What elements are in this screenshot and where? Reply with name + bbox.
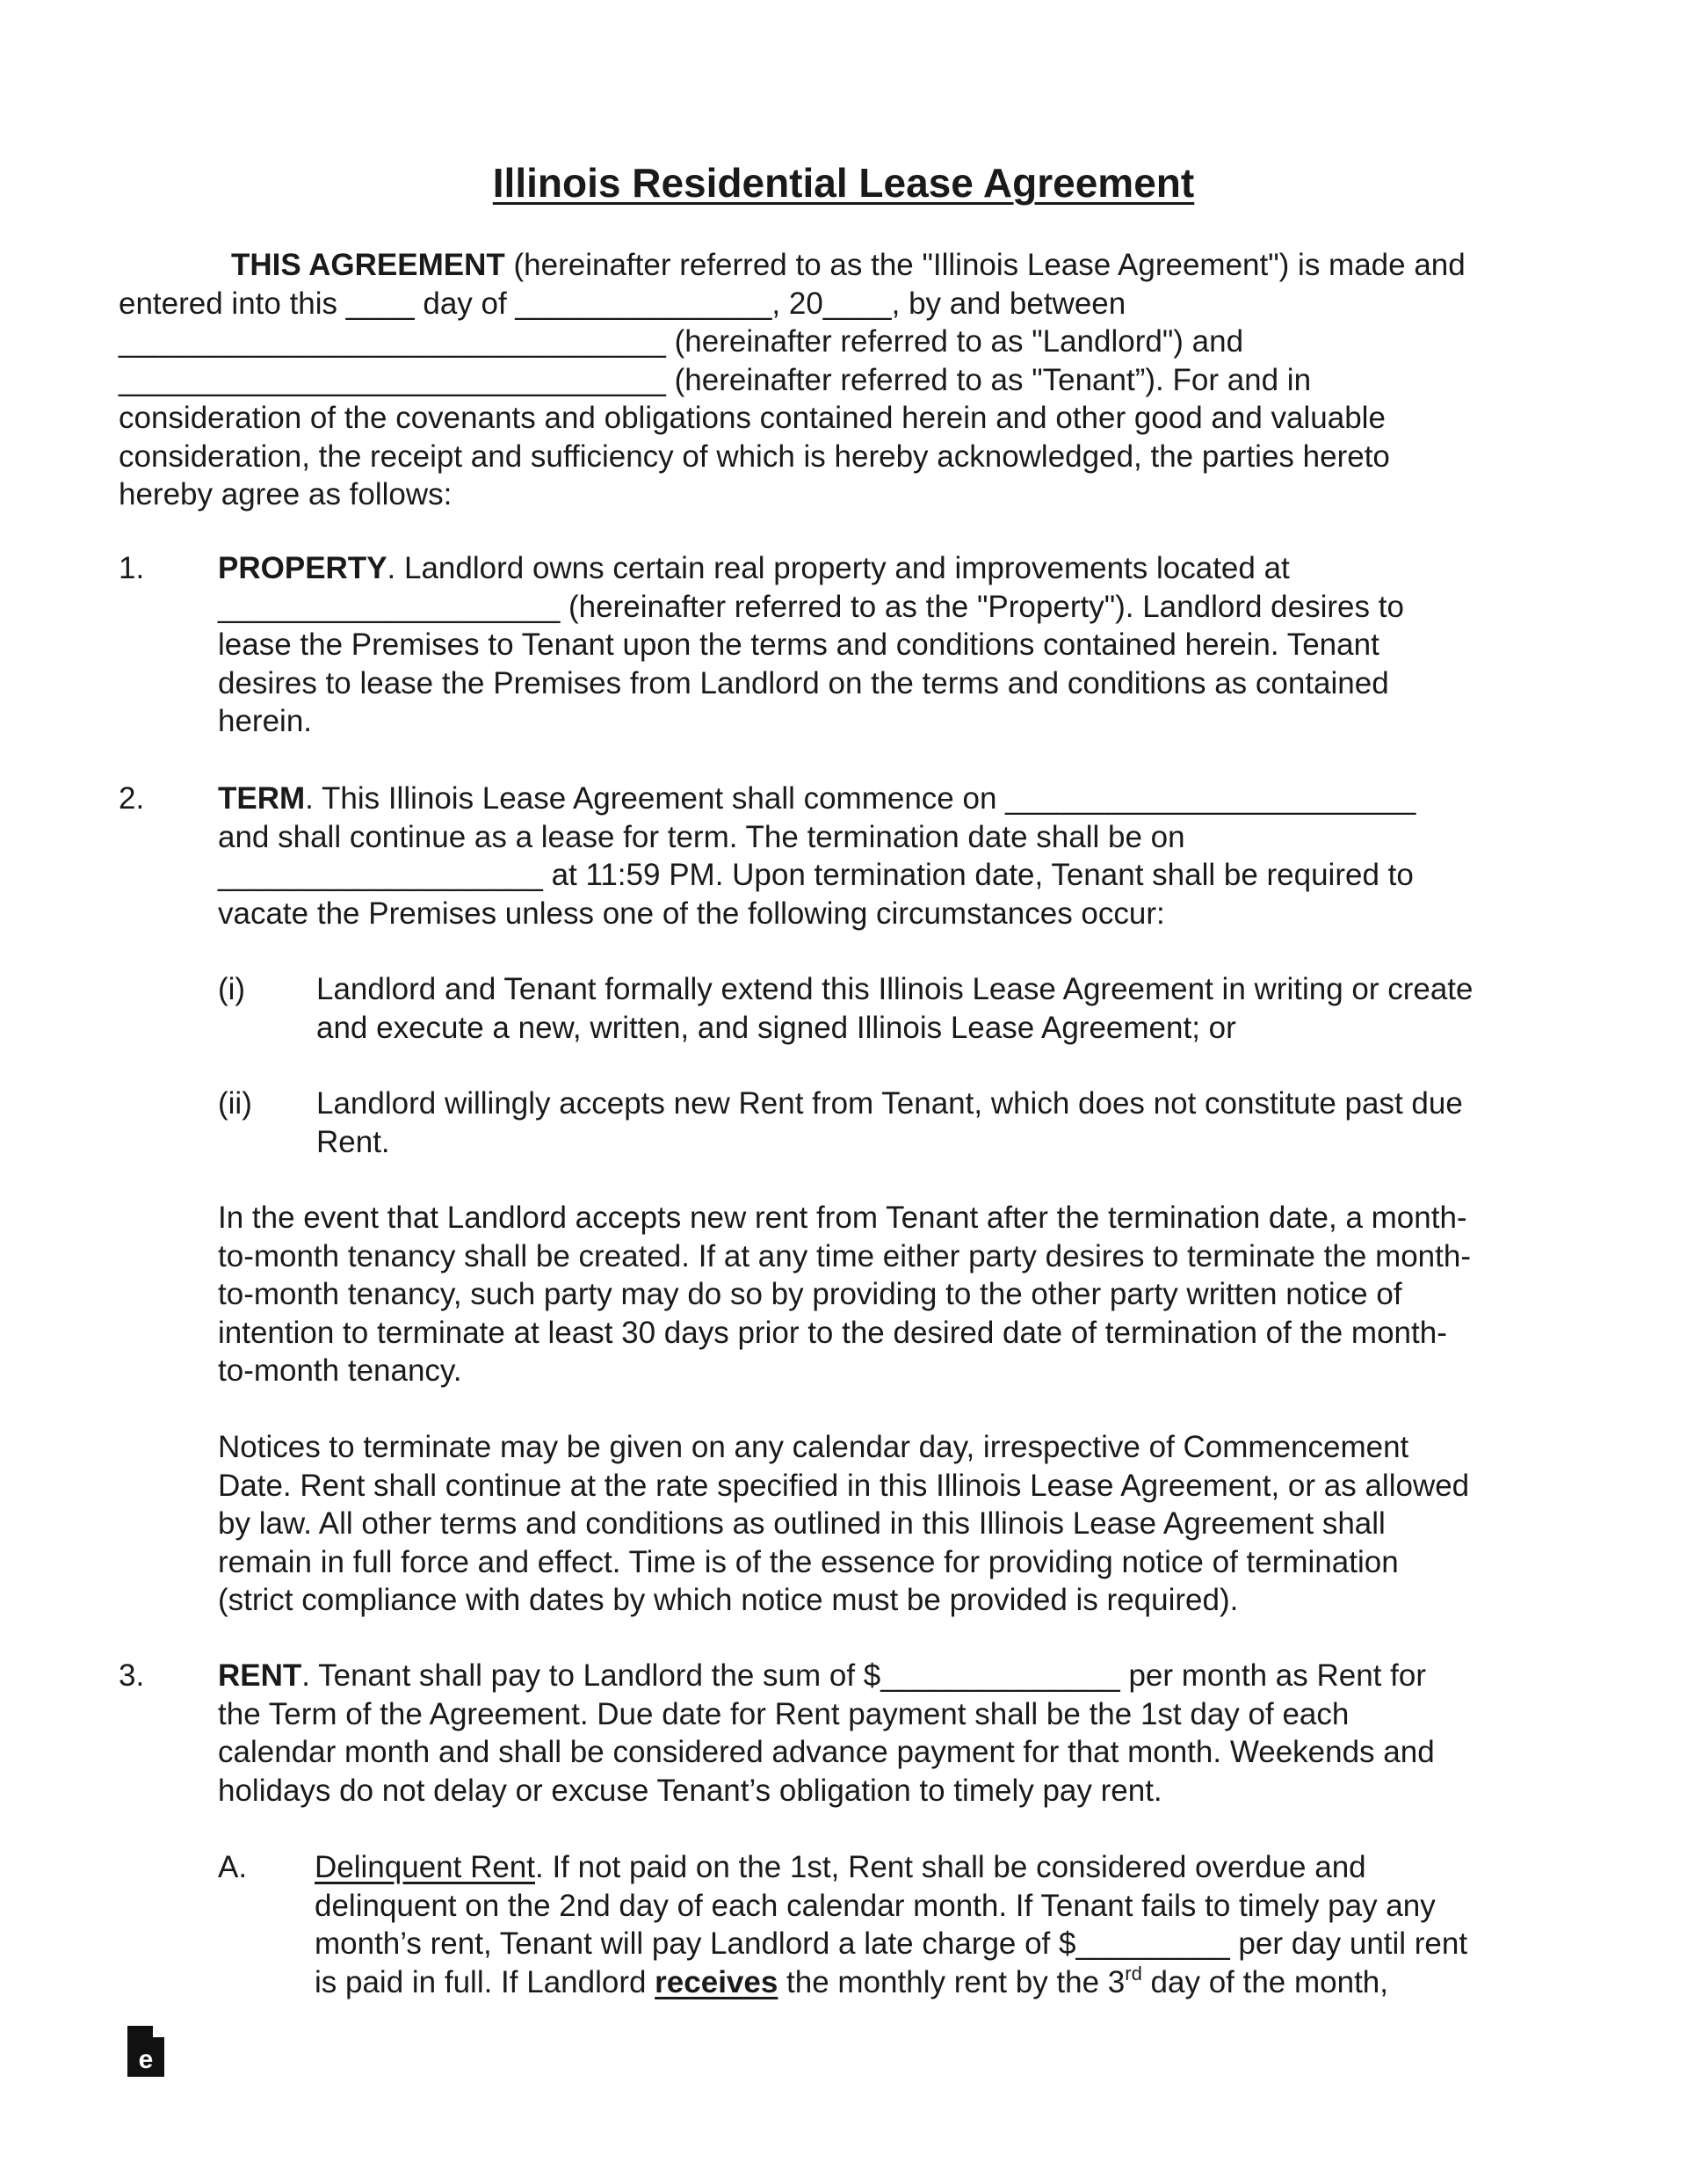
- intro-line: consideration, the receipt and sufficiency of which is hereby acknowledged, the parties hereto: [119, 439, 1390, 474]
- paragraph-line: Date. Rent shall continue at the rate specified in this Illinois Lease Agreement, or as allowed: [218, 1468, 1470, 1503]
- section-line: and shall continue as a lease for term. The termination date shall be on: [218, 819, 1185, 854]
- list-marker: (i): [218, 972, 246, 1006]
- section-line: ____________________ (hereinafter referred to as the "Property"). Landlord desires to: [218, 589, 1404, 624]
- paragraph-line: to-month tenancy, such party may do so by providing to the other party written notice of: [218, 1277, 1402, 1311]
- section-line: calendar month and shall be considered advance payment for that month. Weekends and: [218, 1735, 1435, 1769]
- section-heading: RENT: [218, 1658, 302, 1693]
- subsection-line: delinquent on the 2nd day of each calendar month. If Tenant fails to timely pay any: [315, 1888, 1436, 1923]
- intro-line: hereby agree as follows:: [119, 477, 453, 512]
- document-title: Illinois Residential Lease Agreement: [492, 160, 1195, 206]
- section-line: PROPERTY. Landlord owns certain real property and improvements located at: [218, 551, 1290, 585]
- intro-line: ________________________________ (hereinafter referred to as "Landlord") and: [119, 324, 1244, 359]
- list-item-line: and execute a new, written, and signed Illinois Lease Agreement; or: [316, 1010, 1236, 1045]
- paragraph-line: by law. All other terms and conditions as outlined in this Illinois Lease Agreement shall: [218, 1506, 1386, 1541]
- paragraph-line: Notices to terminate may be given on any calendar day, irrespective of Commencement: [218, 1430, 1409, 1464]
- list-marker: (ii): [218, 1086, 252, 1121]
- emphasis-receives: receives: [655, 1964, 778, 1999]
- list-item-line: Rent.: [316, 1124, 390, 1159]
- list-item-line: Landlord willingly accepts new Rent from Tenant, which does not constitute past due: [316, 1086, 1463, 1121]
- section-property: [218, 549, 1404, 741]
- section-line: RENT. Tenant shall pay to Landlord the sum of $______________ per month as Rent for: [218, 1658, 1426, 1693]
- intro-line: THIS AGREEMENT (hereinafter referred to as the "Illinois Lease Agreement") is made and: [231, 248, 1466, 282]
- section-line: lease the Premises to Tenant upon the terms and conditions contained herein. Tenant: [218, 628, 1379, 662]
- list-item: [316, 970, 1473, 1047]
- section-term: [218, 780, 1415, 932]
- section-line: herein.: [218, 704, 313, 738]
- term-paragraph: [218, 1428, 1469, 1620]
- paragraph-line: intention to terminate at least 30 days prior to the desired date of termination of the month-: [218, 1315, 1447, 1350]
- section-heading: TERM: [218, 781, 306, 816]
- section-number: 1.: [119, 551, 145, 585]
- intro-paragraph: [119, 246, 1466, 514]
- intro-line: entered into this ____ day of _______________, 20____, by and between: [119, 286, 1126, 321]
- section-line: ___________________ at 11:59 PM. Upon termination date, Tenant shall be required to: [218, 858, 1414, 892]
- section-line: desires to lease the Premises from Landlord on the terms and conditions as contained: [218, 665, 1389, 700]
- paragraph-line: remain in full force and effect. Time is of the essence for providing notice of termination: [218, 1544, 1399, 1579]
- subsection-delinquent-rent: [315, 1848, 1467, 2001]
- eforms-document-icon: [126, 2024, 166, 2079]
- subsection-line: month’s rent, Tenant will pay Landlord a late charge of $_________ per day until rent: [315, 1926, 1468, 1961]
- subsection-heading: Delinquent Rent: [315, 1850, 535, 1884]
- intro-line: ________________________________ (hereinafter referred to as "Tenant”). For and in: [119, 362, 1312, 397]
- subsection-line: Delinquent Rent. If not paid on the 1st, Rent shall be considered overdue and: [315, 1850, 1366, 1884]
- section-rent: [218, 1657, 1435, 1810]
- paragraph-line: to-month tenancy shall be created. If at any time either party desires to terminate the month-: [218, 1238, 1471, 1273]
- subsection-line: is paid in full. If Landlord receives the monthly rent by the 3rd day of the month,: [315, 1962, 1388, 1999]
- section-line: vacate the Premises unless one of the following circumstances occur:: [218, 896, 1165, 931]
- list-marker: A.: [218, 1850, 248, 1884]
- svg-text:e: e: [138, 2045, 154, 2074]
- section-heading: PROPERTY: [218, 551, 387, 585]
- paragraph-line: (strict compliance with dates by which notice must be provided is required).: [218, 1583, 1239, 1617]
- section-line: the Term of the Agreement. Due date for Rent payment shall be the 1st day of each: [218, 1696, 1350, 1731]
- term-paragraph: [218, 1199, 1471, 1390]
- paragraph-line: In the event that Landlord accepts new rent from Tenant after the termination date, a month-: [218, 1201, 1467, 1235]
- section-line: TERM. This Illinois Lease Agreement shall commence on ________________________: [218, 781, 1416, 816]
- paragraph-line: to-month tenancy.: [218, 1353, 462, 1388]
- section-number: 2.: [119, 781, 145, 816]
- intro-lead-bold: THIS AGREEMENT: [231, 248, 505, 282]
- section-number: 3.: [119, 1658, 145, 1693]
- section-line: holidays do not delay or excuse Tenant’s obligation to timely pay rent.: [218, 1773, 1162, 1808]
- intro-line: consideration of the covenants and obligations contained herein and other good and valuable: [119, 401, 1386, 435]
- list-item-line: Landlord and Tenant formally extend this Illinois Lease Agreement in writing or create: [316, 972, 1473, 1006]
- list-item: [316, 1085, 1463, 1161]
